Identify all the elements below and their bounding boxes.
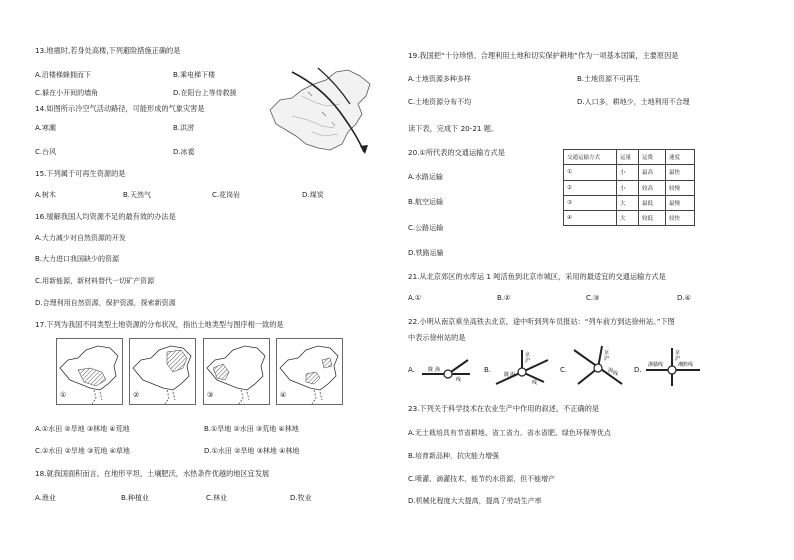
q15-option-b: B.天然气: [123, 191, 152, 199]
land-map-1: [56, 338, 130, 410]
junction-b-label: 海: [510, 372, 516, 378]
q15-option-d: D.煤炭: [302, 191, 324, 199]
table-cell: ①: [564, 165, 617, 180]
q20-option-a: A.水路运输: [408, 173, 443, 181]
q14-stem: 14.如图所示冷空气活动路径，可能形成的气象灾害是: [35, 104, 205, 113]
q23-option-b: B.培育新品种，抗灾能力增强: [408, 452, 500, 460]
land-map-4: [276, 338, 350, 410]
q22-option-d-letter: D.: [634, 366, 642, 374]
q13-option-c: C.躲在小开间的墙角: [35, 89, 99, 97]
railway-junction-c: [568, 344, 628, 390]
table-cell: 大: [617, 195, 639, 210]
q19-option-b: B.土地资源不可再生: [577, 75, 641, 83]
q14-option-b: B.洪涝: [173, 124, 195, 132]
junction-a-label: 陇: [428, 367, 434, 373]
q23-option-d: D.机械化程度大大提高，提高了劳动生产率: [408, 497, 542, 505]
railway-junction-d: [642, 344, 704, 390]
q22-option-b-letter: B.: [484, 366, 492, 374]
land-map-3: [203, 338, 277, 410]
q22-stem: 22.小明从南京乘坐高铁去北京，途中听到列车员报站：“列车前方到达徐州站。”下图: [408, 317, 675, 326]
table-cell: 较高: [639, 180, 666, 195]
junction-c-label: 线: [613, 371, 619, 377]
q15-stem: 15.下列属于可再生资源的是: [35, 169, 126, 178]
q17-stem: 17.下列为我国不同类型土地资源的分布状况，指出土地类型与图序相一致的是: [35, 320, 284, 329]
q19-stem: 19.我国把“十分珍惜、合理利用土地和切实保护耕地”作为一项基本国策，主要原因是: [408, 51, 679, 60]
q20-option-b: B.航空运输: [408, 198, 444, 206]
transport-table: [563, 149, 695, 226]
junction-d-label: 京: [675, 350, 681, 356]
table-cell: 小: [617, 180, 639, 195]
junction-b-label: 陇: [504, 372, 510, 378]
q17-option-c: C.①水田 ②旱地 ③荒地 ④草地: [35, 447, 130, 455]
table-cell: ③: [564, 195, 617, 210]
table-cell: ④: [564, 211, 617, 226]
q19-option-d: D.人口多，耕地少，土地利用不合理: [577, 98, 690, 106]
land-map-3-label: ③: [207, 391, 214, 399]
table-cell: 较快: [666, 211, 695, 226]
land-map-4-label: ④: [280, 391, 287, 399]
q22-option-c-letter: C.: [560, 366, 568, 374]
q13-option-d: D.在阳台上等待救援: [173, 89, 237, 97]
q21-option-b: B.②: [497, 294, 511, 302]
q14-option-d: D.冰雹: [173, 148, 195, 156]
q17-option-b: B.①旱地 ②水田 ③荒地 ④林地: [204, 425, 299, 433]
q13-option-b: B.乘电梯下楼: [173, 71, 216, 79]
q18-stem: 18.就我国面积而言，在地形平坦，土壤肥沃，水热条件优越的地区宜发展: [35, 469, 270, 478]
q17-option-d: D.①水田 ②旱地 ③林地 ④林地: [204, 447, 300, 455]
q22-option-a-letter: A.: [408, 366, 415, 374]
table-header: 速度: [666, 150, 695, 165]
cold-air-path-map: [262, 62, 382, 162]
q20-option-c: C.公路运输: [408, 224, 444, 232]
q14-option-a: A.寒潮: [35, 124, 56, 132]
land-map-1-label: ①: [60, 391, 67, 399]
junction-b-label: 京: [525, 352, 531, 358]
table-row: [564, 165, 695, 180]
table-header: 交通运输方式: [564, 150, 617, 165]
table-header: 运量: [617, 150, 639, 165]
land-map-2: [129, 338, 203, 410]
q18-option-c: C.林业: [206, 494, 228, 502]
table-row: [564, 180, 695, 195]
q21-option-a: A.①: [408, 294, 422, 302]
q18-option-d: D.牧业: [290, 494, 312, 502]
table-cell: 最高: [639, 165, 666, 180]
q16-option-a: A.大力减少对自然资源的开发: [35, 234, 126, 242]
q20-stem: 20.①所代表的交通运输方式是: [408, 148, 505, 157]
table-cell: 大: [617, 211, 639, 226]
table-header-row: [564, 150, 695, 165]
junction-a-label: 线: [456, 377, 462, 383]
table-cell: ②: [564, 180, 617, 195]
q16-option-d: D.合理利用自然资源，保护资源，探索新资源: [35, 299, 176, 307]
table-cell: 较慢: [666, 180, 695, 195]
table-row: [564, 195, 695, 210]
table-header: 运费: [639, 150, 666, 165]
q15-option-c: C.花岗岩: [212, 191, 241, 199]
q16-option-b: B.大力进口我国缺少的资源: [35, 255, 120, 263]
q21-stem: 21.从北京郊区的水库运 1 吨活鱼到北京市城区，采用的最适宜的交通运输方式是: [408, 272, 666, 281]
q17-option-a: A.①水田 ②旱地 ③林地 ④荒地: [35, 425, 130, 433]
q19-option-c: C.土地资源分布不均: [408, 98, 472, 106]
q22-stem-line2: 中表示徐州站的是: [408, 333, 466, 342]
q14-option-c: C.台风: [35, 148, 57, 156]
railway-junction-b: [492, 346, 554, 390]
junction-b-label: 沪: [525, 358, 531, 364]
q20-option-d: D.铁路运输: [408, 249, 444, 257]
q13-option-a: A.沿楼梯蜂拥而下: [35, 71, 91, 79]
q21-option-c: C.③: [586, 294, 600, 302]
table-intro: 读下表，完成下 20-21 题。: [408, 124, 499, 133]
q16-option-c: C.用新能源，新材料替代一切矿产资源: [35, 277, 155, 285]
table-cell: 小: [617, 165, 639, 180]
junction-b-label: 线: [532, 380, 538, 386]
junction-a-label: 海: [435, 367, 441, 373]
junction-c-label: 京: [604, 350, 610, 356]
railway-junction-a: [418, 350, 478, 390]
land-map-2-label: ②: [133, 391, 140, 399]
q13-stem: 13.地震时,若身处高楼,下列避险措施正确的是: [35, 46, 181, 55]
q19-option-a: A.土地资源多种多样: [408, 75, 471, 83]
junction-c-label: 海: [608, 368, 614, 374]
junction-d-label: 浙赣线: [648, 362, 664, 368]
q23-option-a: A.无土栽培具有节省耕地、省工省力、省水省肥、绿色环保等优点: [408, 429, 611, 437]
q23-stem: 23.下列关于科学技术在农业生产中作用的叙述，不正确的是: [408, 404, 600, 413]
q15-option-a: A.树木: [35, 191, 56, 199]
junction-d-label: 沪: [675, 356, 681, 362]
q16-stem: 16.缓解我国人均资源不足的最有效的办法是: [35, 212, 176, 221]
q21-option-d: D.④: [677, 294, 691, 302]
q23-option-c: C.喷灌、滴灌技术，能节约水资源，但不能增产: [408, 475, 556, 483]
junction-d-label: 湘黔线: [678, 362, 694, 368]
junction-c-label: 沪: [604, 356, 610, 362]
table-cell: 较低: [639, 211, 666, 226]
table-row: [564, 211, 695, 226]
q18-option-b: B.种植业: [121, 494, 150, 502]
table-cell: 最慢: [666, 195, 695, 210]
table-cell: 最快: [666, 165, 695, 180]
table-cell: 最低: [639, 195, 666, 210]
q18-option-a: A.渔业: [35, 494, 56, 502]
